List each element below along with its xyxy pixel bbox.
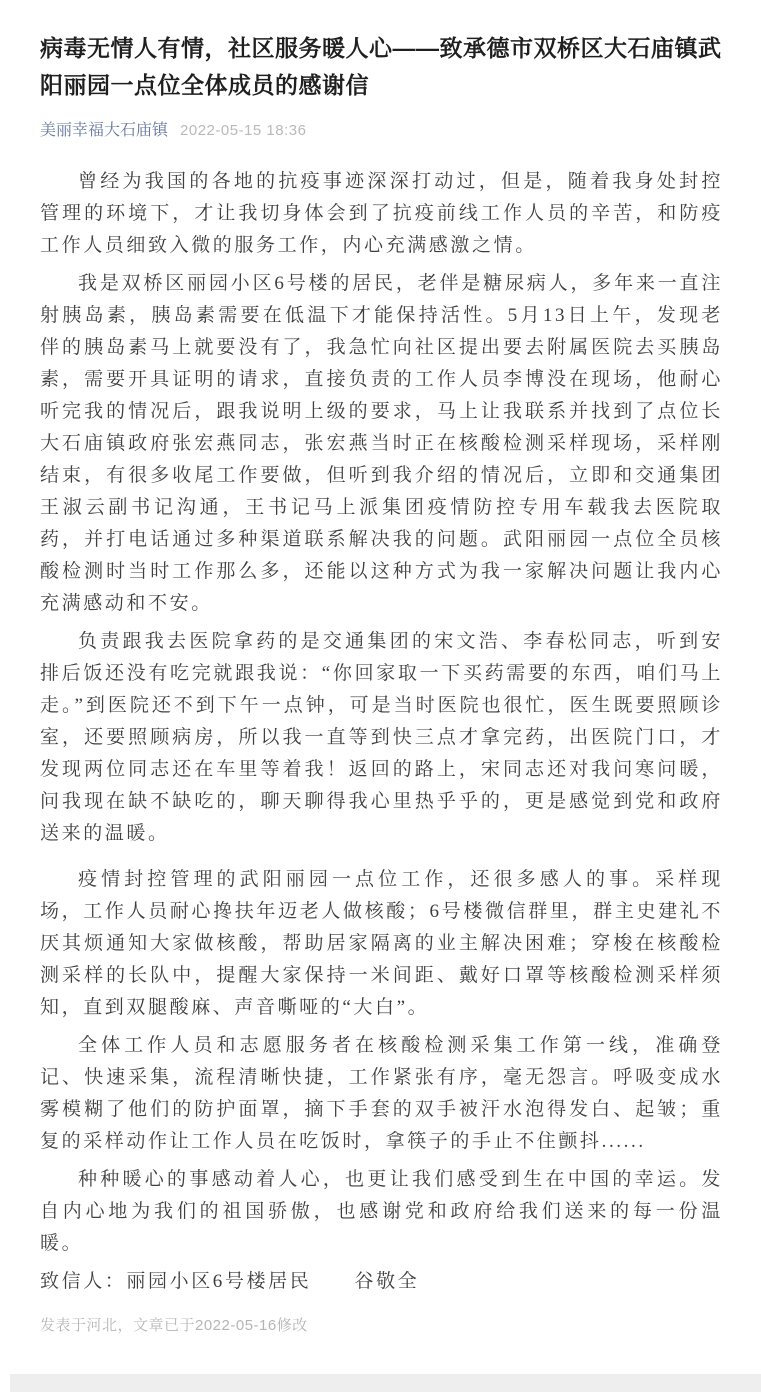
- article-paragraph: 全体工作人员和志愿服务者在核酸检测采集工作第一线，准确登记、快速采集，流程清晰快捷，工作紧张有序，毫无怨言。呼吸变成水雾模糊了他们的防护面罩，摘下手套的双手被汗水泡得发白、起皱；重复的采样动作让工作人员在吃饭时，拿筷子的手止不住颤抖......: [40, 1035, 723, 1152]
- article-paragraph: 我是双桥区丽园小区6号楼的居民，老伴是糖尿病人，多年来一直注射胰岛素，胰岛素需要在低温下才能保持活性。5月13日上午，发现老伴的胰岛素马上就要没有了，我急忙向社区提出要去附属医院去买胰岛素，需要开具证明的请求，直接负责的工作人员李博没在现场，他耐心听完我的情况后，跟我说明上级的要求，马上让我联系并找到了点位长大石庙镇政府张宏燕同志，张宏燕当时正在核酸检测采样现场，采样刚结束，有很多收尾工作要做，但听到我介绍的情况后，立即和交通集团王淑云副书记沟通，王书记马上派集团疫情防控专用车载我去医院取药，并打电话通过多种渠道联系解决我的问题。武阳丽园一点位全员核酸检测时当时工作那么多，还能以这种方式为我一家解决问题让我内心充满感动和不安。: [40, 273, 723, 614]
- article-meta: [40, 117, 723, 140]
- publish-location-note: 发表于河北，文章已于2022-05-16修改: [40, 1317, 308, 1334]
- article-paragraph: 疫情封控管理的武阳丽园一点位工作，还很多感人的事。采样现场，工作人员耐心搀扶年迈老人做核酸；6号楼微信群里，群主史建礼不厌其烦通知大家做核酸，帮助居家隔离的业主解决困难；穿梭在核酸检测采样的长队中，提醒大家保持一米间距、戴好口罩等核酸检测采样须知，直到双腿酸麻、声音嘶哑的“大白”。: [40, 869, 723, 1018]
- article-body: [40, 166, 723, 1298]
- article-paragraph: 曾经为我国的各地的抗疫事迹深深打动过，但是，随着我身处封控管理的环境下，才让我切身体会到了抗疫前线工作人员的辛苦，和防疫工作人员细致入微的服务工作，内心充满感激之情。: [40, 171, 723, 256]
- bottom-divider: [10, 1374, 761, 1392]
- article-paragraph: 种种暖心的事感动着人心，也更让我们感受到生在中国的幸运。发自内心地为我们的祖国骄傲，也感谢党和政府给我们送来的每一份温暖。: [40, 1169, 723, 1254]
- article-title: 病毒无情人有情，社区服务暖人心——致承德市双桥区大石庙镇武阳丽园一点位全体成员的感谢信: [40, 35, 722, 98]
- author-link[interactable]: 美丽幸福大石庙镇: [40, 122, 169, 139]
- article-paragraph: 负责跟我去医院拿药的是交通集团的宋文浩、李春松同志，听到安排后饭还没有吃完就跟我说：“你回家取一下买药需要的东西，咱们马上走。”到医院还不到下午一点钟，可是当时医院也很忙，医生既要照顾诊室，还要照顾病房，所以我一直等到快三点才拿完药，出医院门口，才发现两位同志还在车里等着我！返回的路上，宋同志还对我问寒问暖，问我现在缺不缺吃的，聊天聊得我心里热乎乎的，更是感觉到党和政府送来的温暖。: [40, 631, 723, 844]
- article-page: [0, 30, 761, 1335]
- signature-line: 致信人：丽园小区6号楼居民 谷敬全: [40, 1271, 420, 1292]
- publish-date: 2022-05-15 18:36: [180, 122, 307, 139]
